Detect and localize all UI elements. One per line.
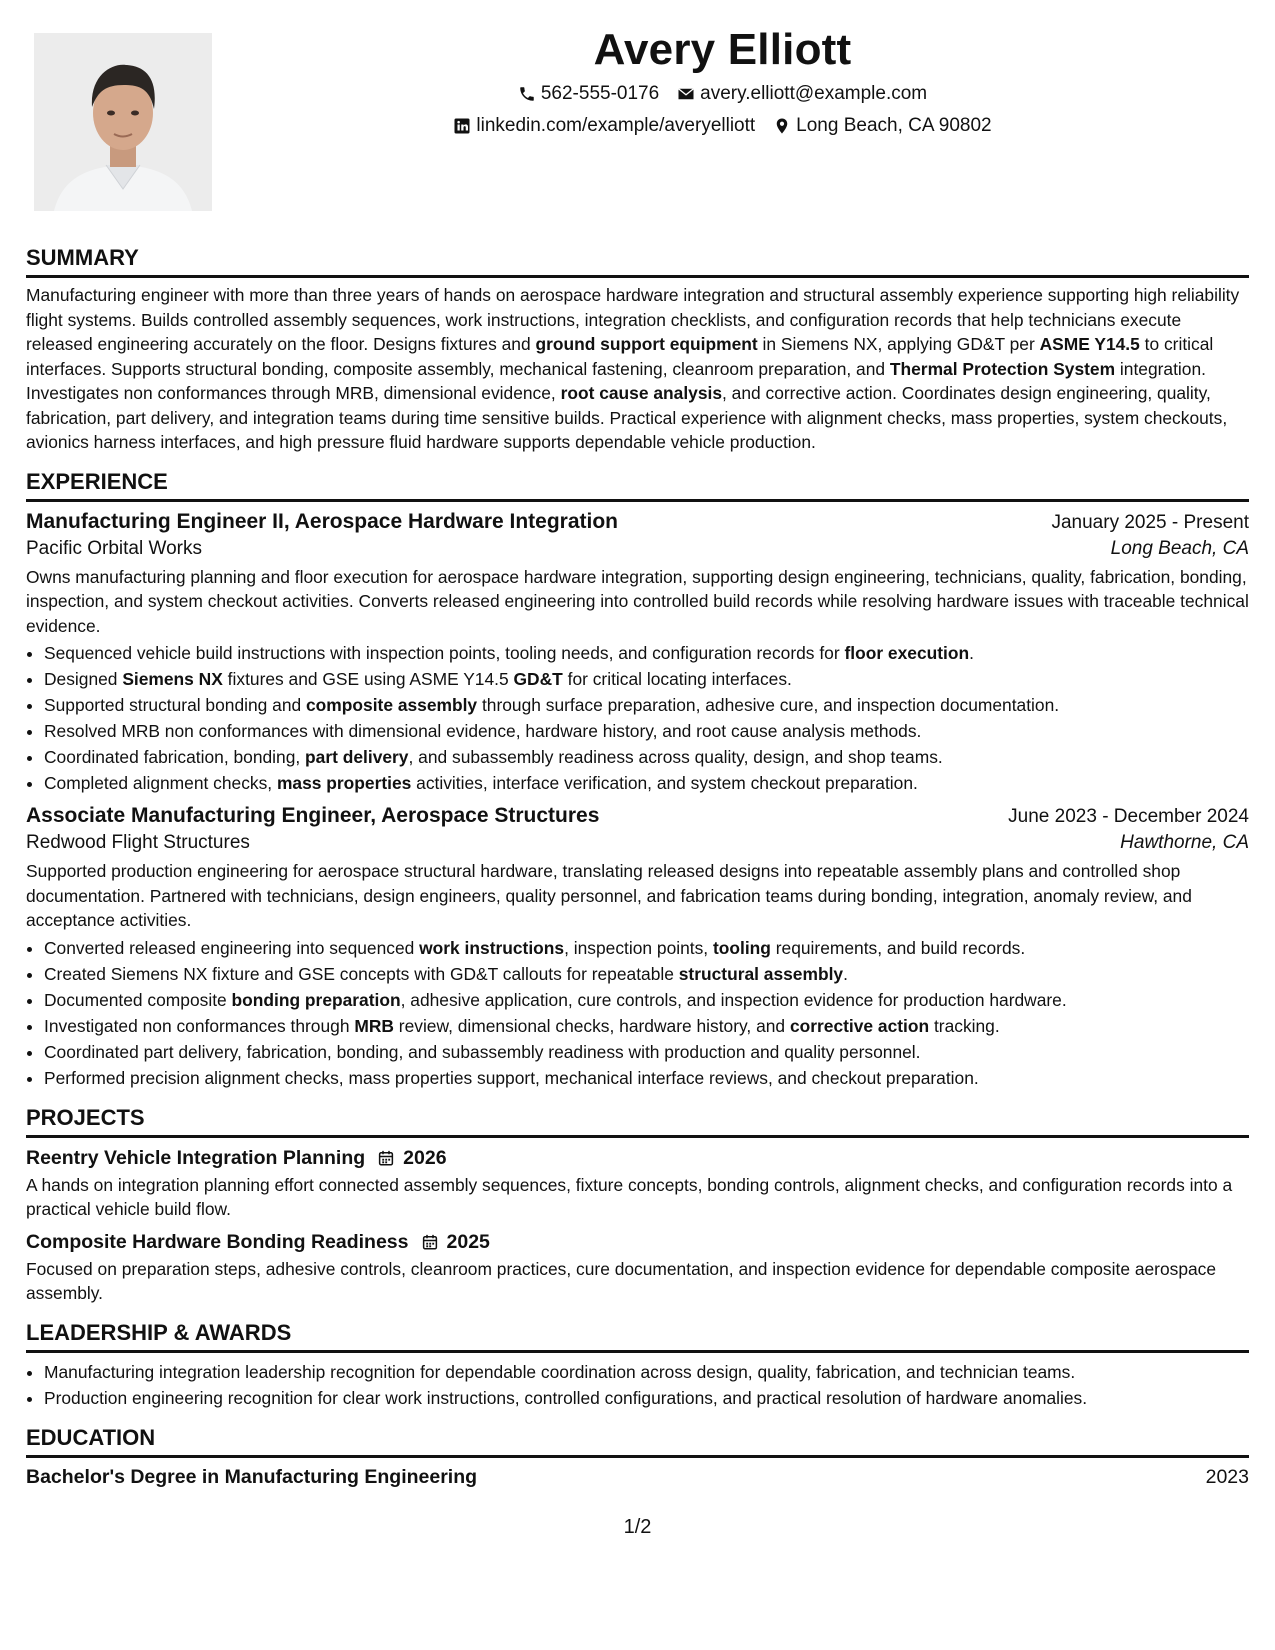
project-title: Reentry Vehicle Integration Planning bbox=[26, 1146, 366, 1169]
list-item: • Converted released engineering into sequenced work instructions, inspection points, tooling requirements, and build records. bbox=[44, 935, 1249, 961]
job-bullets bbox=[26, 935, 1249, 1091]
experience-section bbox=[26, 468, 1249, 1091]
contact-phone: 562-555-0176 bbox=[518, 78, 659, 110]
summary-text: Manufacturing engineer with more than three years of hands on aerospace hardware integration and structural assembly experience supporting high reliability flight systems. Builds controlled assembly sequences, work instructions, integration checklists, and configuration records that help technicians execute released engineering accurately on the floor. Designs fixtures and ground support equipment in Siemens NX, applying GD&T per ASME Y14.5 to critical interfaces. Supports structural bonding, composite assembly, mechanical fastening, cleanroom preparation, and Thermal Protection System integration. Investigates non conformances through MRB, dimensional evidence, root cause analysis, and corrective action. Coordinates design engineering, quality, fabrication, part delivery, and integration teams during time sensitive builds. Practical experience with alignment checks, mass properties, system checkouts, avionics harness interfaces, and high pressure fluid hardware supports dependable vehicle production. bbox=[26, 285, 1240, 452]
leadership-section bbox=[26, 1319, 1249, 1411]
map-pin-icon bbox=[773, 117, 791, 135]
job-location: Long Beach, CA bbox=[1110, 537, 1249, 559]
list-item: • Production engineering recognition for clear work instructions, controlled configurations, and practical resolution of hardware anomalies. bbox=[44, 1385, 1249, 1411]
contact-line-1 bbox=[230, 78, 1215, 110]
list-item: • Coordinated part delivery, fabrication, bonding, and subassembly readiness with production and quality personnel. bbox=[44, 1039, 1249, 1065]
calendar-icon bbox=[377, 1149, 395, 1167]
job-location: Hawthorne, CA bbox=[1120, 832, 1249, 853]
list-item: • Sequenced vehicle build instructions with inspection points, tooling needs, and configuration records for floor execution. bbox=[44, 640, 1249, 666]
list-item: • Performed precision alignment checks, mass properties support, mechanical interface reviews, and checkout preparation. bbox=[44, 1065, 1249, 1091]
summary-section bbox=[26, 244, 1249, 455]
resume-header bbox=[230, 22, 1215, 142]
section-title-experience: EXPERIENCE bbox=[26, 468, 1249, 502]
contact-location: Long Beach, CA 90802 bbox=[773, 110, 991, 142]
job-entry bbox=[26, 804, 1249, 1091]
list-item: • Supported structural bonding and composite assembly through surface preparation, adhesive cure, and inspection documentation. bbox=[44, 692, 1249, 718]
projects-section bbox=[26, 1104, 1249, 1306]
job-description: Supported production engineering for aerospace structural hardware, translating released designs into repeatable assembly plans and controlled shop documentation. Partnered with technicians, design engineers, quality personnel, and fabrication teams during bonding, integration, anomaly review, and acceptance activities. bbox=[26, 861, 1192, 930]
education-degree: Bachelor's Degree in Manufacturing Engineering bbox=[26, 1465, 478, 1488]
resume-content bbox=[26, 244, 1249, 1489]
section-title-projects: PROJECTS bbox=[26, 1104, 1249, 1138]
phone-icon bbox=[518, 85, 536, 103]
job-dates: January 2025 - Present bbox=[1051, 511, 1249, 533]
project-title: Composite Hardware Bonding Readiness bbox=[26, 1230, 409, 1253]
leadership-list bbox=[26, 1359, 1249, 1411]
project-entry bbox=[26, 1231, 1249, 1306]
linkedin-icon bbox=[453, 117, 471, 135]
section-title-summary: SUMMARY bbox=[26, 244, 1249, 278]
education-section bbox=[26, 1424, 1249, 1489]
list-item: • Resolved MRB non conformances with dimensional evidence, hardware history, and root cause analysis methods. bbox=[44, 718, 1249, 744]
project-description: Focused on preparation steps, adhesive controls, cleanroom practices, cure documentation, and inspection evidence for dependable composite aerospace assembly. bbox=[26, 1258, 1217, 1303]
job-dates: June 2023 - December 2024 bbox=[1008, 806, 1249, 827]
envelope-icon bbox=[677, 85, 695, 103]
list-item: • Investigated non conformances through MRB review, dimensional checks, hardware history, and corrective action tracking. bbox=[44, 1013, 1249, 1039]
job-title: Associate Manufacturing Engineer, Aerospace Structures bbox=[26, 804, 600, 827]
page-number: 1/2 bbox=[623, 1516, 652, 1538]
contact-linkedin[interactable]: linkedin.com/example/averyelliott bbox=[453, 110, 755, 142]
project-year: 2026 bbox=[403, 1146, 447, 1169]
job-title: Manufacturing Engineer II, Aerospace Hardware Integration bbox=[26, 509, 619, 533]
job-bullets bbox=[26, 640, 1249, 796]
education-year: 2023 bbox=[1205, 1465, 1249, 1488]
candidate-name: Avery Elliott bbox=[593, 25, 852, 74]
job-description: Owns manufacturing planning and floor execution for aerospace hardware integration, supporting design engineering, technicians, quality, fabrication, bonding, inspection, and system checkout activities. Converts released engineering into controlled build records while resolving hardware issues with traceable technical evidence. bbox=[26, 566, 1249, 636]
list-item: • Designed Siemens NX fixtures and GSE using ASME Y14.5 GD&T for critical locating interfaces. bbox=[44, 666, 1249, 692]
profile-photo bbox=[34, 33, 212, 211]
job-company: Redwood Flight Structures bbox=[26, 832, 250, 853]
project-year: 2025 bbox=[446, 1230, 490, 1253]
contact-email[interactable]: avery.elliott@example.com bbox=[677, 78, 927, 110]
project-description: A hands on integration planning effort connected assembly sequences, fixture concepts, bonding controls, alignment checks, and configuration records into a practical vehicle build flow. bbox=[26, 1174, 1233, 1219]
job-entry bbox=[26, 510, 1249, 797]
job-company: Pacific Orbital Works bbox=[26, 537, 202, 559]
list-item: • Coordinated fabrication, bonding, part delivery, and subassembly readiness across quality, design, and shop teams. bbox=[44, 744, 1249, 770]
list-item: • Manufacturing integration leadership recognition for dependable coordination across design, quality, fabrication, and technician teams. bbox=[44, 1359, 1249, 1385]
section-title-leadership: LEADERSHIP & AWARDS bbox=[26, 1319, 1249, 1353]
section-title-education: EDUCATION bbox=[26, 1424, 1249, 1458]
list-item: • Completed alignment checks, mass properties activities, interface verification, and system checkout preparation. bbox=[44, 770, 1249, 796]
list-item: • Documented composite bonding preparation, adhesive application, cure controls, and inspection evidence for production hardware. bbox=[44, 987, 1249, 1013]
contact-line-2 bbox=[230, 110, 1215, 142]
calendar-icon bbox=[421, 1233, 439, 1251]
list-item: • Created Siemens NX fixture and GSE concepts with GD&T callouts for repeatable structural assembly. bbox=[44, 961, 1249, 987]
project-entry bbox=[26, 1147, 1249, 1222]
